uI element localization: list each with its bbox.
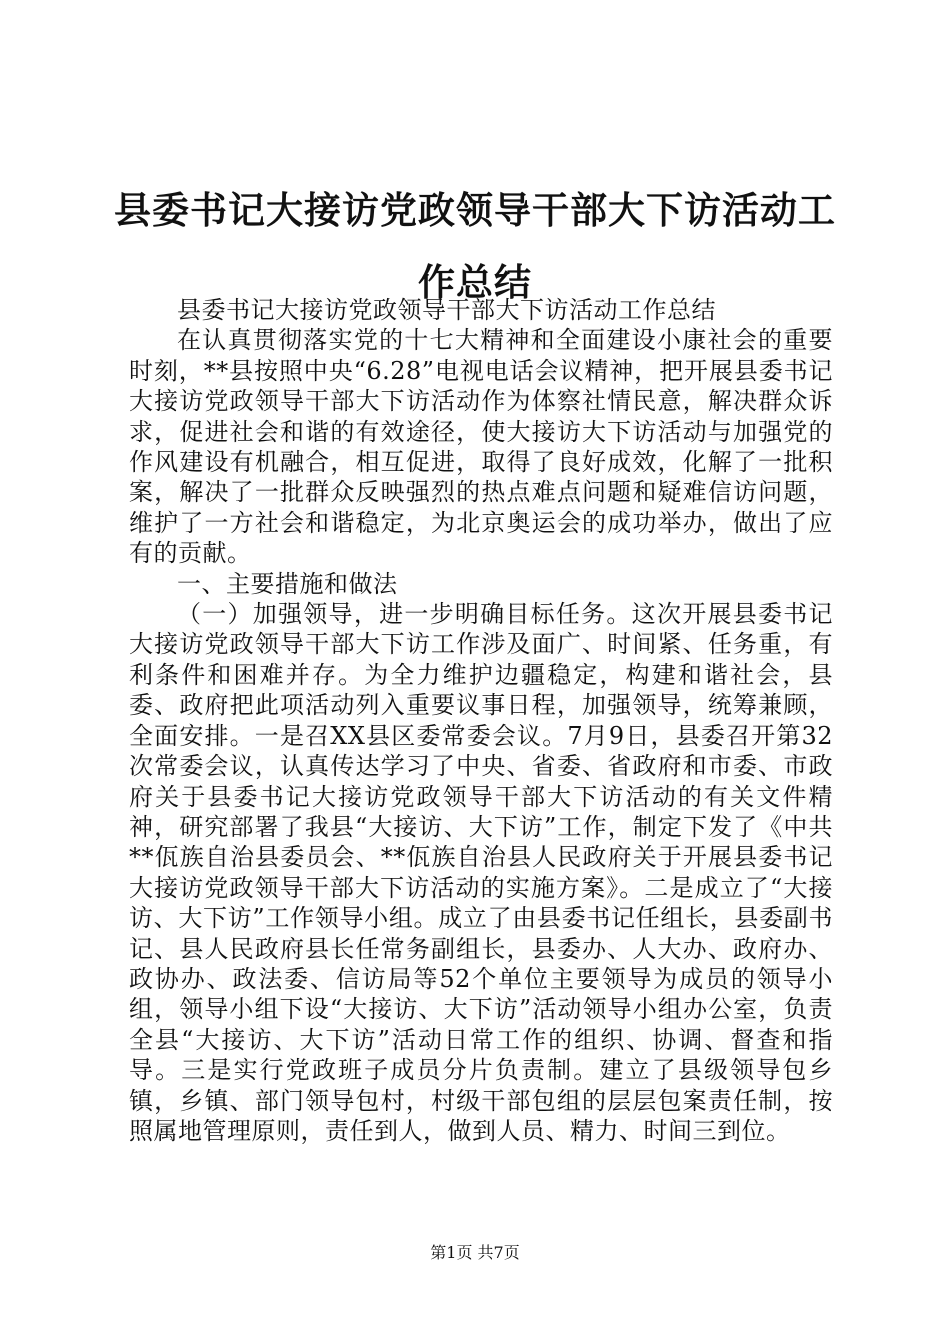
paragraph-subtitle: 县委书记大接访党政领导干部大下访活动工作总结: [177, 296, 716, 324]
section-heading: 一、主要措施和做法: [177, 569, 398, 598]
document-body: [129, 295, 833, 1146]
paragraph-intro: 在认真贯彻落实党的十七大精神和全面建设小康社会的重要时刻，**县按照中央“6.28”电视电话会议精神，把开展县委书记大接访党政领导干部大下访活动作为体察社情民意，解决群众诉求，促进社会和谐的有效途径，使大接访大下访活动与加强党的作风建设有机融合，相互促进，取得了良好成效，化解了一批积案，解决了一批群众反映强烈的热点难点问题和疑难信访问题，维护了一方社会和谐稳定，为北京奥运会的成功举办，做出了应有的贡献。: [129, 326, 833, 568]
paragraph-measures: （一）加强领导，进一步明确目标任务。这次开展县委书记大接访党政领导干部大下访工作涉及面广、时间紧、任务重，有利条件和困难并存。为全力维护边疆稳定，构建和谐社会，县委、政府把此项活动列入重要议事日程，加强领导，统筹兼顾，全面安排。一是召XX县区委常委会议。7月9日，县委召开第32次常委会议，认真传达学习了中央、省委、省政府和市委、市政府关于县委书记大接访党政领导干部大下访活动的有关文件精神，研究部署了我县“大接访、大下访”工作，制定下发了《中共**佤族自治县委员会、**佤族自治县人民政府关于开展县委书记大接访党政领导干部大下访活动的实施方案》。二是成立了“大接访、大下访”工作领导小组。成立了由县委书记任组长，县委副书记、县人民政府县长任常务副组长，县委办、人大办、政府办、政协办、政法委、信访局等52个单位主要领导为成员的领导小组，领导小组下设“大接访、大下访”活动领导小组办公室，负责全县“大接访、大下访”活动日常工作的组织、协调、督查和指导。三是实行党政班子成员分片负责制。建立了县级领导包乡镇，乡镇、部门领导包村，村级干部包组的层层包案责任制，按照属地管理原则，责任到人，做到人员、精力、时间三到位。: [129, 600, 833, 1145]
page-footer: 第1页 共7页: [430, 1243, 520, 1262]
document-title: 县委书记大接访党政领导干部大下访活动工作总结: [114, 189, 836, 304]
